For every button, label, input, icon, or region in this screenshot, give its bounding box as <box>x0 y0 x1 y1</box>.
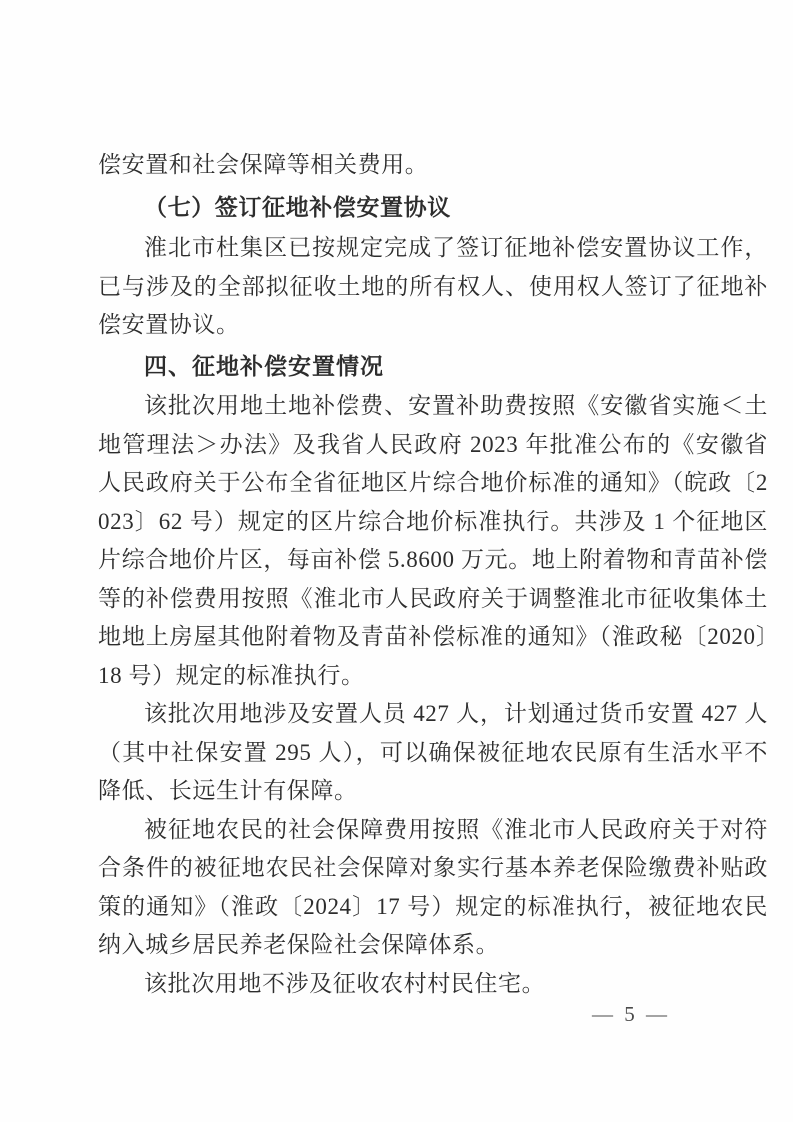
paragraph: 淮北市杜集区已按规定完成了签订征地补偿安置协议工作，已与涉及的全部拟征收土地的所有权人、使用权人签订了征地补偿安置协议。 <box>98 235 768 337</box>
paragraph: 该批次用地土地补偿费、安置补助费按照《安徽省实施＜土地管理法＞办法》及我省人民政府 2023 年批准公布的《安徽省人民政府关于公布全省征地区片综合地价标准的通知》（皖政〔2023〕62 号）规定的区片综合地价标准执行。共涉及 1 个征地区片综合地价片区，每亩补偿 5.8600 万元。地上附着物和青苗补偿等的补偿费用按照《淮北市人民政府关于调整淮北市征收集体土地地上房屋其他附着物及青苗补偿标准的通知》（淮政秘〔2020〕18 号）规定的标准执行。 <box>98 393 768 688</box>
section-heading: 四、征地补偿安置情况 <box>144 352 384 379</box>
document-body <box>98 146 768 1003</box>
paragraph: 被征地农民的社会保障费用按照《淮北市人民政府关于对符合条件的被征地农民社会保障对象实行基本养老保险缴费补贴政策的通知》（淮政〔2024〕17 号）规定的标准执行，被征地农民纳入城乡居民养老保险社会保障体系。 <box>98 816 768 957</box>
paragraph: 该批次用地涉及安置人员 427 人，计划通过货币安置 427 人（其中社保安置 295 人），可以确保被征地农民原有生活水平不降低、长远生计有保障。 <box>98 701 768 803</box>
subsection-heading: （七）签订征地补偿安置协议 <box>144 194 451 220</box>
paragraph-continuation: 偿安置和社会保障等相关费用。 <box>98 152 429 177</box>
paragraph: 该批次用地不涉及征收农村村民住宅。 <box>144 970 546 996</box>
page-number: — 5 — <box>592 1002 670 1026</box>
